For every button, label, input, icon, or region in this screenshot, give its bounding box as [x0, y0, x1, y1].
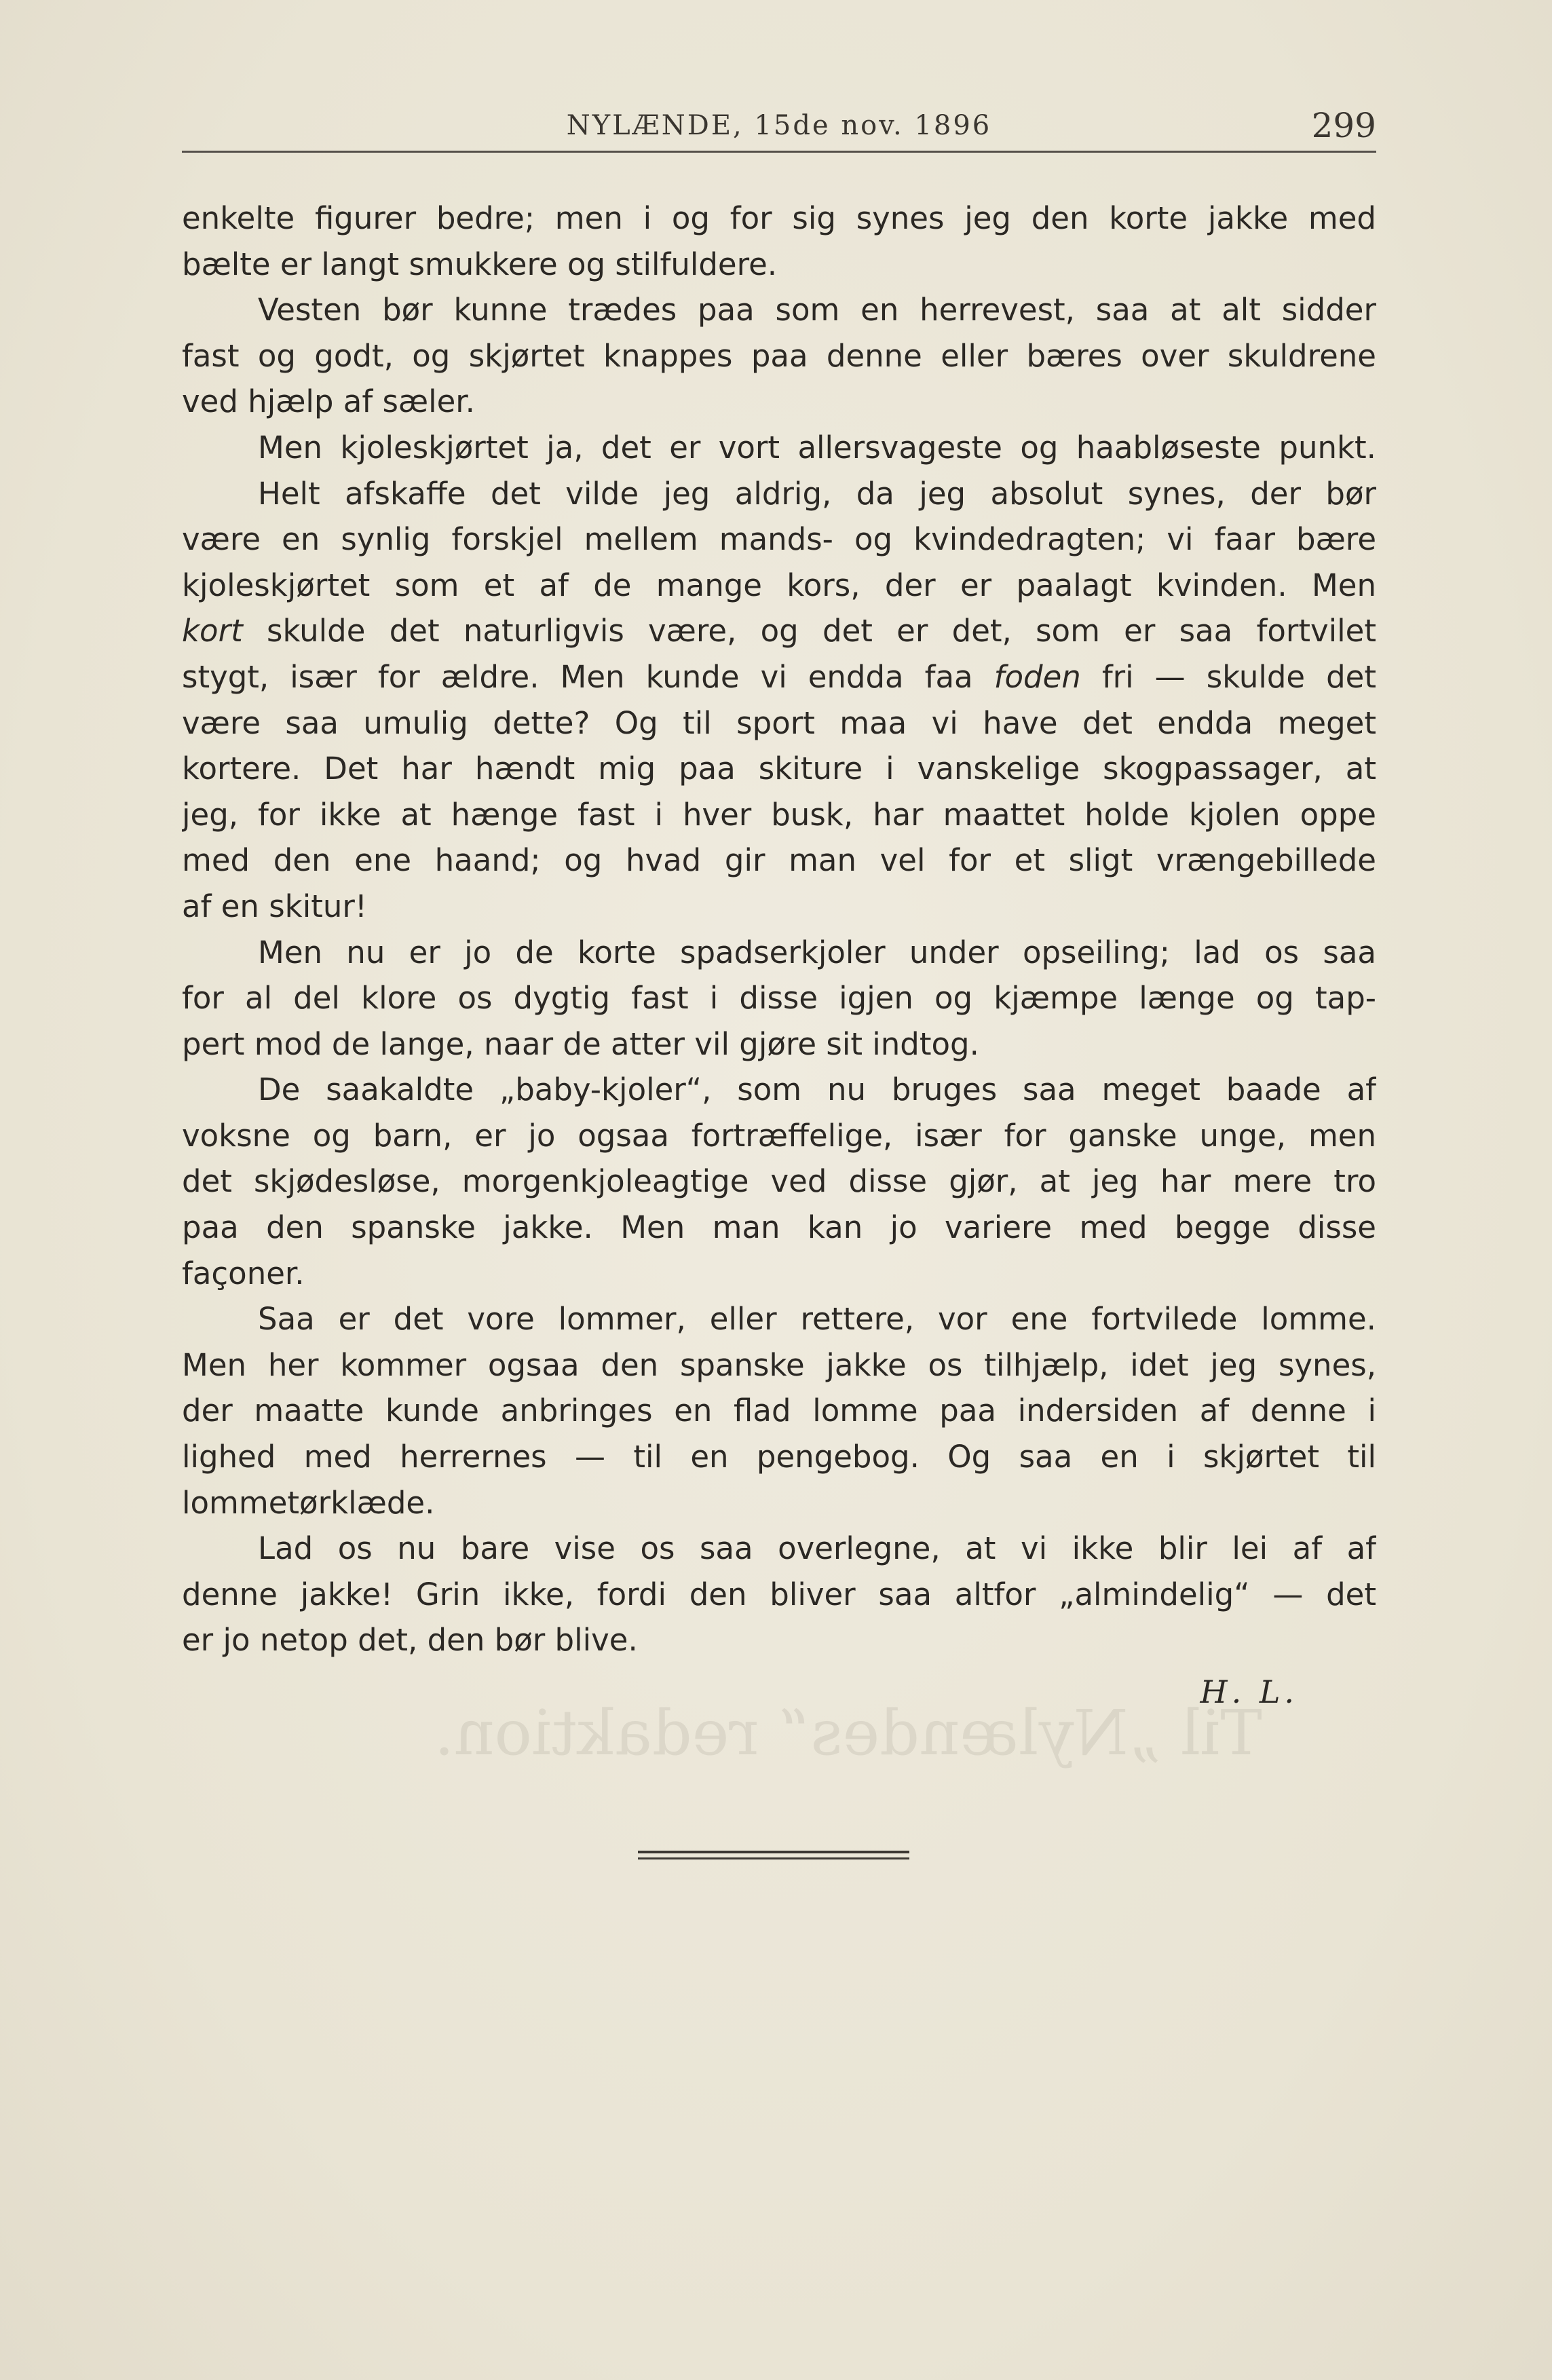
text-line: det skjødesløse, morgenkjoleagtige ved disse gjør, at jeg har mere tro — [182, 1163, 1376, 1200]
text-line: af en skitur! — [182, 888, 367, 924]
header-rule — [182, 151, 1376, 153]
text-line: De saakaldte „baby-kjoler“, som nu bruges saa meget baade af — [258, 1072, 1376, 1108]
text-line — [182, 654, 1376, 700]
text-line: Helt afskaffe det vilde jeg aldrig, da jeg absolut synes, der bør — [258, 475, 1376, 512]
article-body — [182, 195, 1376, 1663]
text-line: jeg, for ikke at hænge fast i hver busk, har maattet holde kjolen oppe — [182, 796, 1376, 833]
emphasis-text: kort — [182, 613, 243, 649]
text-line: være en synlig forskjel mellem mands- og kvindedragten; vi faar bære — [182, 521, 1376, 558]
text-line: være saa umulig dette? Og til sport maa vi have det endda meget — [182, 704, 1376, 741]
text-line: voksne og barn, er jo ogsaa fortræffelige, især for ganske unge, men — [182, 1117, 1376, 1154]
text-line: pert mod de lange, naar de atter vil gjøre sit indtog. — [182, 1025, 979, 1062]
text-line: bælte er langt smukkere og stilfuldere. — [182, 246, 778, 282]
page-number: 299 — [1311, 106, 1376, 145]
text-span: stygt, især for ældre. Men kunde vi endda faa — [182, 658, 994, 695]
text-line: Vesten bør kunne trædes paa som en herrevest, saa at alt sidder — [258, 292, 1376, 328]
text-line: Saa er det vore lommer, eller rettere, vor ene fortvilede lomme. — [258, 1301, 1376, 1338]
text-line: med den ene haand; og hvad gir man vel for et sligt vrængebillede — [182, 842, 1376, 879]
text-line: denne jakke! Grin ikke, fordi den bliver saa altfor „almindelig“ — det — [182, 1576, 1376, 1612]
text-line: Men nu er jo de korte spadserkjoler under opseiling; lad os saa — [258, 934, 1376, 970]
text-line: ved hjælp af sæler. — [182, 383, 475, 420]
running-head: NYLÆNDE, 15de nov. 1896 — [566, 110, 992, 141]
text-line: kjoleskjørtet som et af de mange kors, der er paalagt kvinden. Men — [182, 567, 1376, 603]
text-line: Men kjoleskjørtet ja, det er vort allersvageste og haabløseste punkt. — [258, 429, 1376, 466]
page-header — [182, 102, 1376, 149]
author-signature: H. L. — [1200, 1674, 1298, 1710]
text-line: er jo netop det, den bør blive. — [182, 1622, 638, 1659]
text-line: kortere. Det har hændt mig paa skiture i vanskelige skogpassager, at — [182, 751, 1376, 787]
end-rule-bottom — [638, 1857, 909, 1859]
text-line: Men her kommer ogsaa den spanske jakke os tilhjælp, idet jeg synes, — [182, 1346, 1376, 1383]
text-line: der maatte kunde anbringes en flad lomme paa indersiden af denne i — [182, 1393, 1376, 1429]
emphasis-text: foden — [993, 658, 1081, 695]
text-line: lighed med herrernes — til en pengebog. Og saa en i skjørtet til — [182, 1439, 1376, 1475]
text-line: enkelte figurer bedre; men i og for sig synes jeg den korte jakke med — [182, 200, 1376, 236]
text-span: skulde det naturligvis være, og det er det, som er saa fortvilet — [242, 613, 1376, 649]
end-rule-top — [638, 1851, 909, 1853]
text-span: fri — skulde det — [1080, 658, 1376, 695]
text-line: façoner. — [182, 1255, 305, 1291]
text-line: lommetørklæde. — [182, 1484, 435, 1521]
text-line: fast og godt, og skjørtet knappes paa denne eller bæres over skuldrene — [182, 337, 1376, 374]
text-line: paa den spanske jakke. Men man kan jo variere med begge disse — [182, 1209, 1376, 1246]
text-line — [182, 608, 1376, 654]
text-line: for al del klore os dygtig fast i disse igjen og kjæmpe længe og tap- — [182, 980, 1376, 1017]
text-line: Lad os nu bare vise os saa overlegne, at vi ikke blir lei af af — [258, 1530, 1376, 1567]
bleed-through-heading: Til „Nylændes“ redaktion. — [434, 1697, 1262, 1769]
